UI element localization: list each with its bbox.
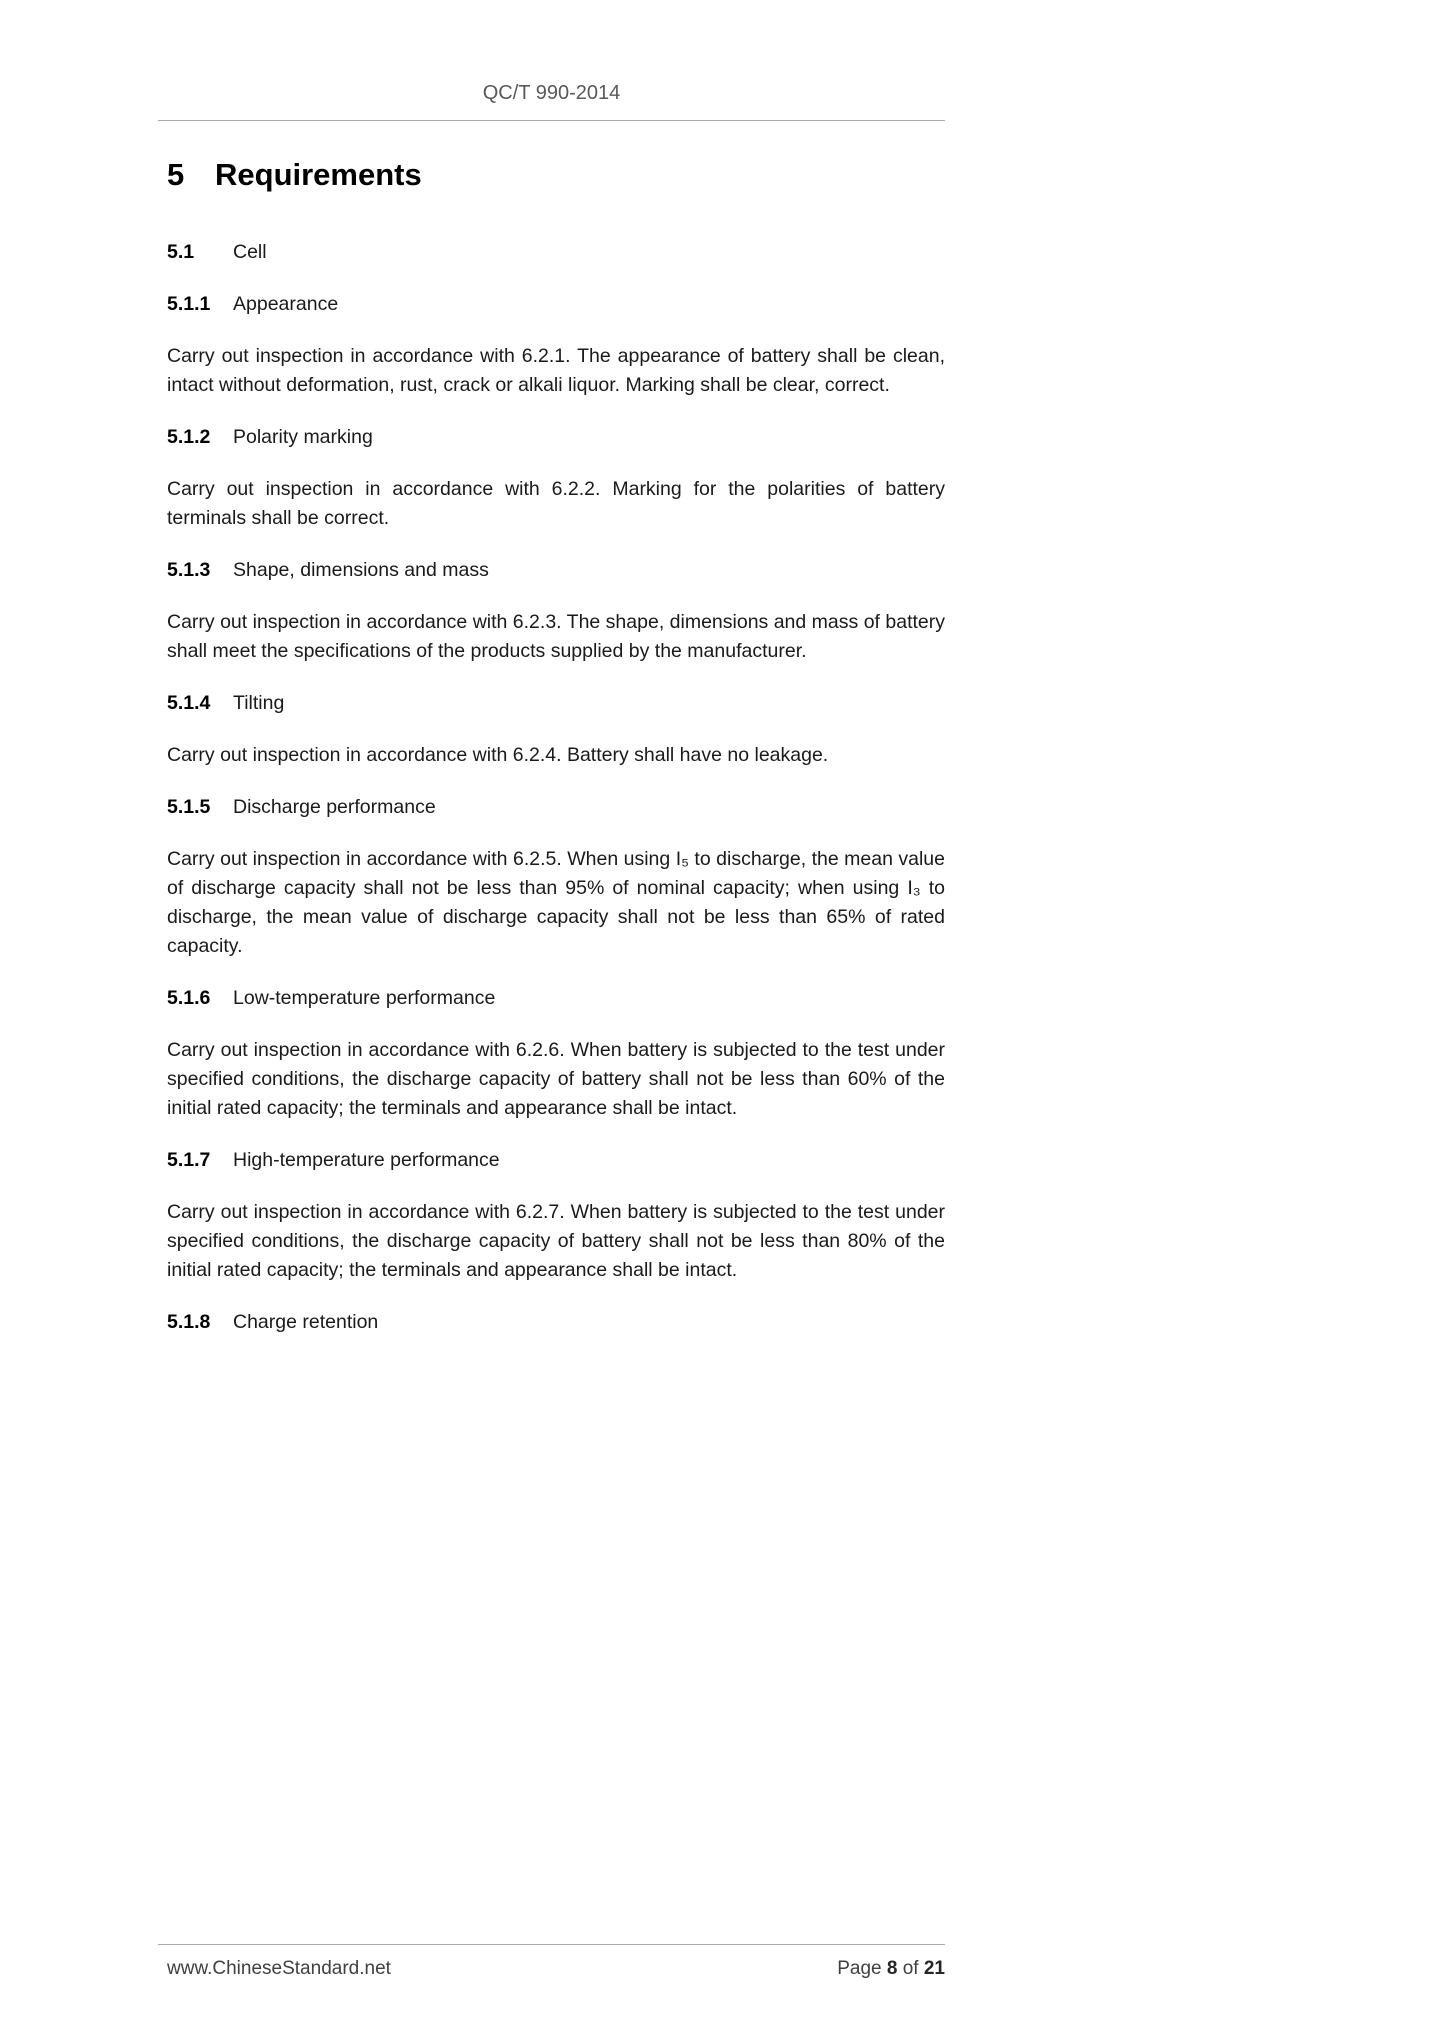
section-heading xyxy=(167,556,945,585)
page-number: 8 xyxy=(886,1958,898,1979)
section-paragraph: Carry out inspection in accordance with 6.2.1. The appearance of battery shall be clean, intact without deformation, rust, crack or alkali liquor. Marking shall be clear, correct. xyxy=(167,345,945,396)
section-paragraph: Carry out inspection in accordance with 6.2.7. When battery is subjected to the test under specified conditions, the discharge capacity of battery shall not be less than 80% of the initial rated capacity; the terminals and appearance shall be intact. xyxy=(167,1201,945,1281)
section-heading xyxy=(167,238,945,267)
page-total: 21 xyxy=(923,1958,945,1979)
section-paragraph: Carry out inspection in accordance with 6.2.3. The shape, dimensions and mass of battery shall meet the specifications of the products supplied by the manufacturer. xyxy=(167,611,945,662)
doc-number: QC/T 990-2014 xyxy=(482,82,621,104)
page-label: Page xyxy=(837,1958,882,1979)
chapter-number: 5 xyxy=(167,157,185,192)
footer-page-indicator xyxy=(837,1958,945,1980)
header-rule xyxy=(158,120,945,121)
section-title: Low-temperature performance xyxy=(233,987,496,1009)
section-heading xyxy=(167,689,945,718)
section-heading xyxy=(167,290,945,319)
of-label: of xyxy=(902,1958,919,1979)
section-number: 5.1.7 xyxy=(167,1149,211,1171)
section-title: Discharge performance xyxy=(233,796,436,818)
section-number: 5.1.4 xyxy=(167,692,211,714)
section-heading xyxy=(167,984,945,1013)
section-title: Cell xyxy=(233,241,267,263)
chapter-title: Requirements xyxy=(215,157,422,192)
section-paragraph: Carry out inspection in accordance with 6.2.4. Battery shall have no leakage. xyxy=(167,744,829,766)
section-title: Tilting xyxy=(233,692,285,714)
footer-site: www.ChineseStandard.net xyxy=(167,1958,391,1979)
section-paragraph: Carry out inspection in accordance with 6.2.2. Marking for the polarities of battery terminals shall be correct. xyxy=(167,478,945,529)
section-number: 5.1.3 xyxy=(167,559,211,581)
section-heading xyxy=(167,1146,945,1175)
section-number: 5.1.2 xyxy=(167,426,211,448)
section-title: Charge retention xyxy=(233,1311,379,1333)
section-heading xyxy=(167,793,945,822)
section-number: 5.1.8 xyxy=(167,1311,211,1333)
section-number: 5.1.5 xyxy=(167,796,211,818)
section-number: 5.1.1 xyxy=(167,293,211,315)
section-title: Shape, dimensions and mass xyxy=(233,559,489,581)
document-content xyxy=(167,155,945,1360)
section-paragraph: Carry out inspection in accordance with 6.2.6. When battery is subjected to the test under specified conditions, the discharge capacity of battery shall not be less than 60% of the initial rated capacity; the terminals and appearance shall be intact. xyxy=(167,1039,945,1119)
section-title: Appearance xyxy=(233,293,339,315)
section-number: 5.1.6 xyxy=(167,987,211,1009)
section-title: High-temperature performance xyxy=(233,1149,500,1171)
section-paragraph: Carry out inspection in accordance with 6.2.5. When using I₅ to discharge, the mean value of discharge capacity shall not be less than 95% of nominal capacity; when using I₃ to discharge, the mean value of discharge capacity shall not be less than 65% of rated capacity. xyxy=(167,848,945,957)
chapter-heading xyxy=(167,155,945,195)
section-title: Polarity marking xyxy=(233,426,373,448)
section-number: 5.1 xyxy=(167,241,195,263)
section-heading xyxy=(167,1308,945,1337)
footer-rule xyxy=(158,1944,945,1945)
section-heading xyxy=(167,423,945,452)
